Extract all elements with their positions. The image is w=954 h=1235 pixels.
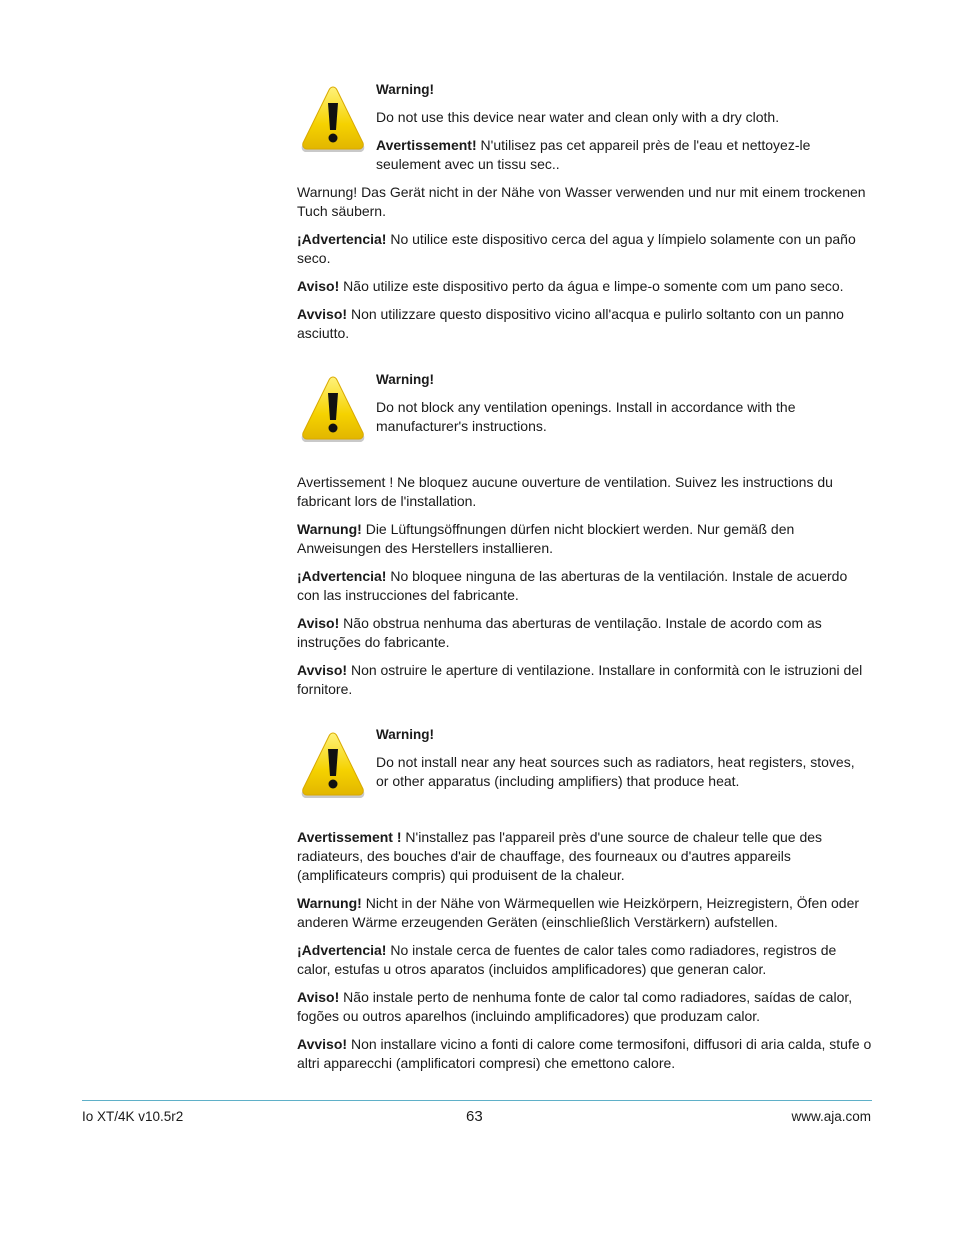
label-italian: Avviso! [297, 1036, 348, 1052]
spanish-text [297, 941, 873, 979]
label-italian: Avviso! [297, 306, 348, 322]
spanish-body: No instale cerca de fuentes de calor tales como radiadores, registros de calor, estufas u otros aparatos (incluidos amplificadores) que generan calor. [297, 942, 837, 977]
portuguese-text [297, 988, 873, 1026]
label-french: Avertissement! [376, 137, 477, 153]
warning-title: Warning! [376, 727, 434, 742]
portuguese-body: Não obstrua nenhuma das aberturas de ventilação. Instale de acordo com as instruções do fabricante. [297, 615, 822, 650]
label-spanish: ¡Advertencia! [297, 231, 387, 247]
footer-website: www.aja.com [791, 1109, 871, 1124]
warning-french-text [376, 136, 870, 174]
label-italian: Avviso! [297, 662, 348, 678]
label-spanish: ¡Advertencia! [297, 942, 387, 958]
german-text [297, 520, 873, 558]
label-french: Avertissement ! [297, 829, 402, 845]
french-body: N'installez pas l'appareil près d'une source de chaleur telle que des radiateurs, des bouches d'air de chauffage, des fourneaux ou d'autres appareils (amplificateurs compris) qui produisent de la chaleur. [297, 829, 823, 883]
label-spanish: ¡Advertencia! [297, 568, 387, 584]
warning-english-text: Do not use this device near water and clean only with a dry cloth. [376, 109, 780, 125]
label-portuguese: Aviso! [297, 989, 340, 1005]
label-german: Warnung! [297, 521, 362, 537]
italian-body: Non ostruire le aperture di ventilazione. Installare in conformità con le istruzioni del fornitore. [297, 662, 863, 697]
warning-title: Warning! [376, 82, 434, 97]
french-text: Avertissement ! Ne bloquez aucune ouverture de ventilation. Suivez les instructions du fabricant lors de l'installation. [297, 474, 833, 509]
italian-text [297, 305, 873, 343]
warning-icon [299, 375, 367, 445]
german-body: Die Lüftungsöffnungen dürfen nicht blockiert werden. Nur gemäß den Anweisungen des Herstellers installieren. [297, 521, 795, 556]
warning-1-translations [297, 183, 873, 343]
italian-text [297, 1035, 873, 1073]
french-body: N'utilisez pas cet appareil près de l'eau et nettoyez-le seulement avec un tissu sec.. [376, 137, 811, 172]
warning-2-box [376, 370, 870, 436]
warning-1-box [376, 80, 870, 174]
footer-rule [82, 1100, 872, 1101]
italian-text [297, 661, 873, 699]
spanish-body: No utilice este dispositivo cerca del agua y límpielo solamente con un paño seco. [297, 231, 856, 266]
spanish-text [297, 567, 873, 605]
footer-page-number: 63 [466, 1108, 483, 1125]
footer-doc-version: Io XT/4K v10.5r2 [82, 1109, 184, 1124]
warning-icon [299, 85, 367, 155]
spanish-text [297, 230, 873, 268]
italian-body: Non installare vicino a fonti di calore come termosifoni, diffusori di aria calda, stufe o altri apparecchi (amplificatori compresi) che emettono calore. [297, 1036, 872, 1071]
warning-english-text: Do not block any ventilation openings. Install in accordance with the manufacturer's instructions. [376, 399, 796, 434]
label-portuguese: Aviso! [297, 278, 340, 294]
spanish-body: No bloquee ninguna de las aberturas de la ventilación. Instale de acuerdo con las instrucciones del fabricante. [297, 568, 848, 603]
warning-3-translations [297, 828, 873, 1073]
label-portuguese: Aviso! [297, 615, 340, 631]
portuguese-body: Não utilize este dispositivo perto da água e limpe-o somente com um pano seco. [339, 278, 844, 294]
french-text [297, 828, 873, 885]
german-body: Nicht in der Nähe von Wärmequellen wie Heizkörpern, Heizregistern, Öfen oder anderen Wärme erzeugenden Geräten (einschließlich Verstärkern) aufstellen. [297, 895, 860, 930]
warning-2-translations [297, 473, 873, 699]
label-german: Warnung! [297, 895, 362, 911]
warning-3-box [376, 725, 870, 791]
warning-title: Warning! [376, 372, 434, 387]
warning-icon [299, 731, 367, 801]
portuguese-text [297, 614, 873, 652]
german-text [297, 894, 873, 932]
german-text: Warnung! Das Gerät nicht in der Nähe von Wasser verwenden und nur mit einem trockenen Tuch säubern. [297, 184, 866, 219]
warning-english-text: Do not install near any heat sources such as radiators, heat registers, stoves, or other apparatus (including amplifiers) that produce heat. [376, 754, 855, 789]
portuguese-body: Não instale perto de nenhuma fonte de calor tal como radiadores, saídas de calor, fogões ou outros aparelhos (incluindo amplificadores) que produzam calor. [297, 989, 853, 1024]
italian-body: Non utilizzare questo dispositivo vicino all'acqua e pulirlo soltanto con un panno asciutto. [297, 306, 844, 341]
portuguese-text [297, 277, 873, 296]
